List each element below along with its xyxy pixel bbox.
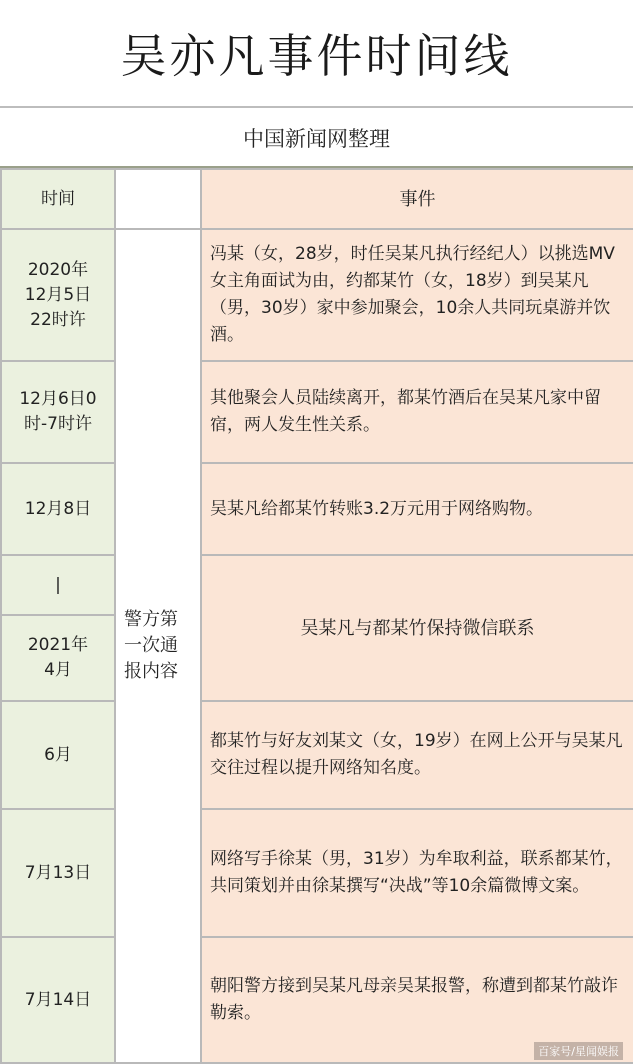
event-cell: 网络写手徐某（男，31岁）为牟取利益，联系都某竹，共同策划并由徐某撰写“决战”等10余篇微博文案。 [201, 809, 633, 937]
header-blank [115, 169, 201, 229]
table-row [1, 809, 633, 937]
header-time: 时间 [1, 169, 115, 229]
time-cell: 12月6日0 时-7时许 [1, 361, 115, 463]
police-report-label: 警方第一次通报内容 [124, 609, 178, 682]
page-subtitle: 中国新闻网整理 [0, 110, 633, 168]
table-row [1, 701, 633, 809]
time-cell: 7月14日 [1, 937, 115, 1063]
time-cell: 6月 [1, 701, 115, 809]
time-cell: 2021年 4月 [1, 615, 115, 701]
table-row [1, 555, 633, 615]
time-cell: | [1, 555, 115, 615]
event-cell: 都某竹与好友刘某文（女，19岁）在网上公开与吴某凡交往过程以提升网络知名度。 [201, 701, 633, 809]
table-row [1, 229, 633, 361]
timeline-table [0, 168, 633, 1064]
event-cell: 吴某凡与都某竹保持微信联系 [201, 555, 633, 701]
time-cell: 7月13日 [1, 809, 115, 937]
police-report-cell [115, 229, 201, 1063]
table-row [1, 361, 633, 463]
time-cell: 2020年 12月5日 22时许 [1, 229, 115, 361]
table-row [1, 463, 633, 555]
event-cell: 朝阳警方接到吴某凡母亲吴某报警，称遭到都某竹敲诈勒索。 [201, 937, 633, 1063]
watermark: 百家号/星闻娱报 [534, 1042, 623, 1060]
event-cell: 其他聚会人员陆续离开，都某竹酒后在吴某凡家中留宿，两人发生性关系。 [201, 361, 633, 463]
header-event: 事件 [201, 169, 633, 229]
time-cell: 12月8日 [1, 463, 115, 555]
event-cell: 冯某（女，28岁，时任吴某凡执行经纪人）以挑选MV女主角面试为由，约都某竹（女，18岁）到吴某凡（男，30岁）家中参加聚会，10余人共同玩桌游并饮酒。 [201, 229, 633, 361]
page-title: 吴亦凡事件时间线 [0, 0, 633, 108]
event-cell: 吴某凡给都某竹转账3.2万元用于网络购物。 [201, 463, 633, 555]
table-header-row [1, 169, 633, 229]
